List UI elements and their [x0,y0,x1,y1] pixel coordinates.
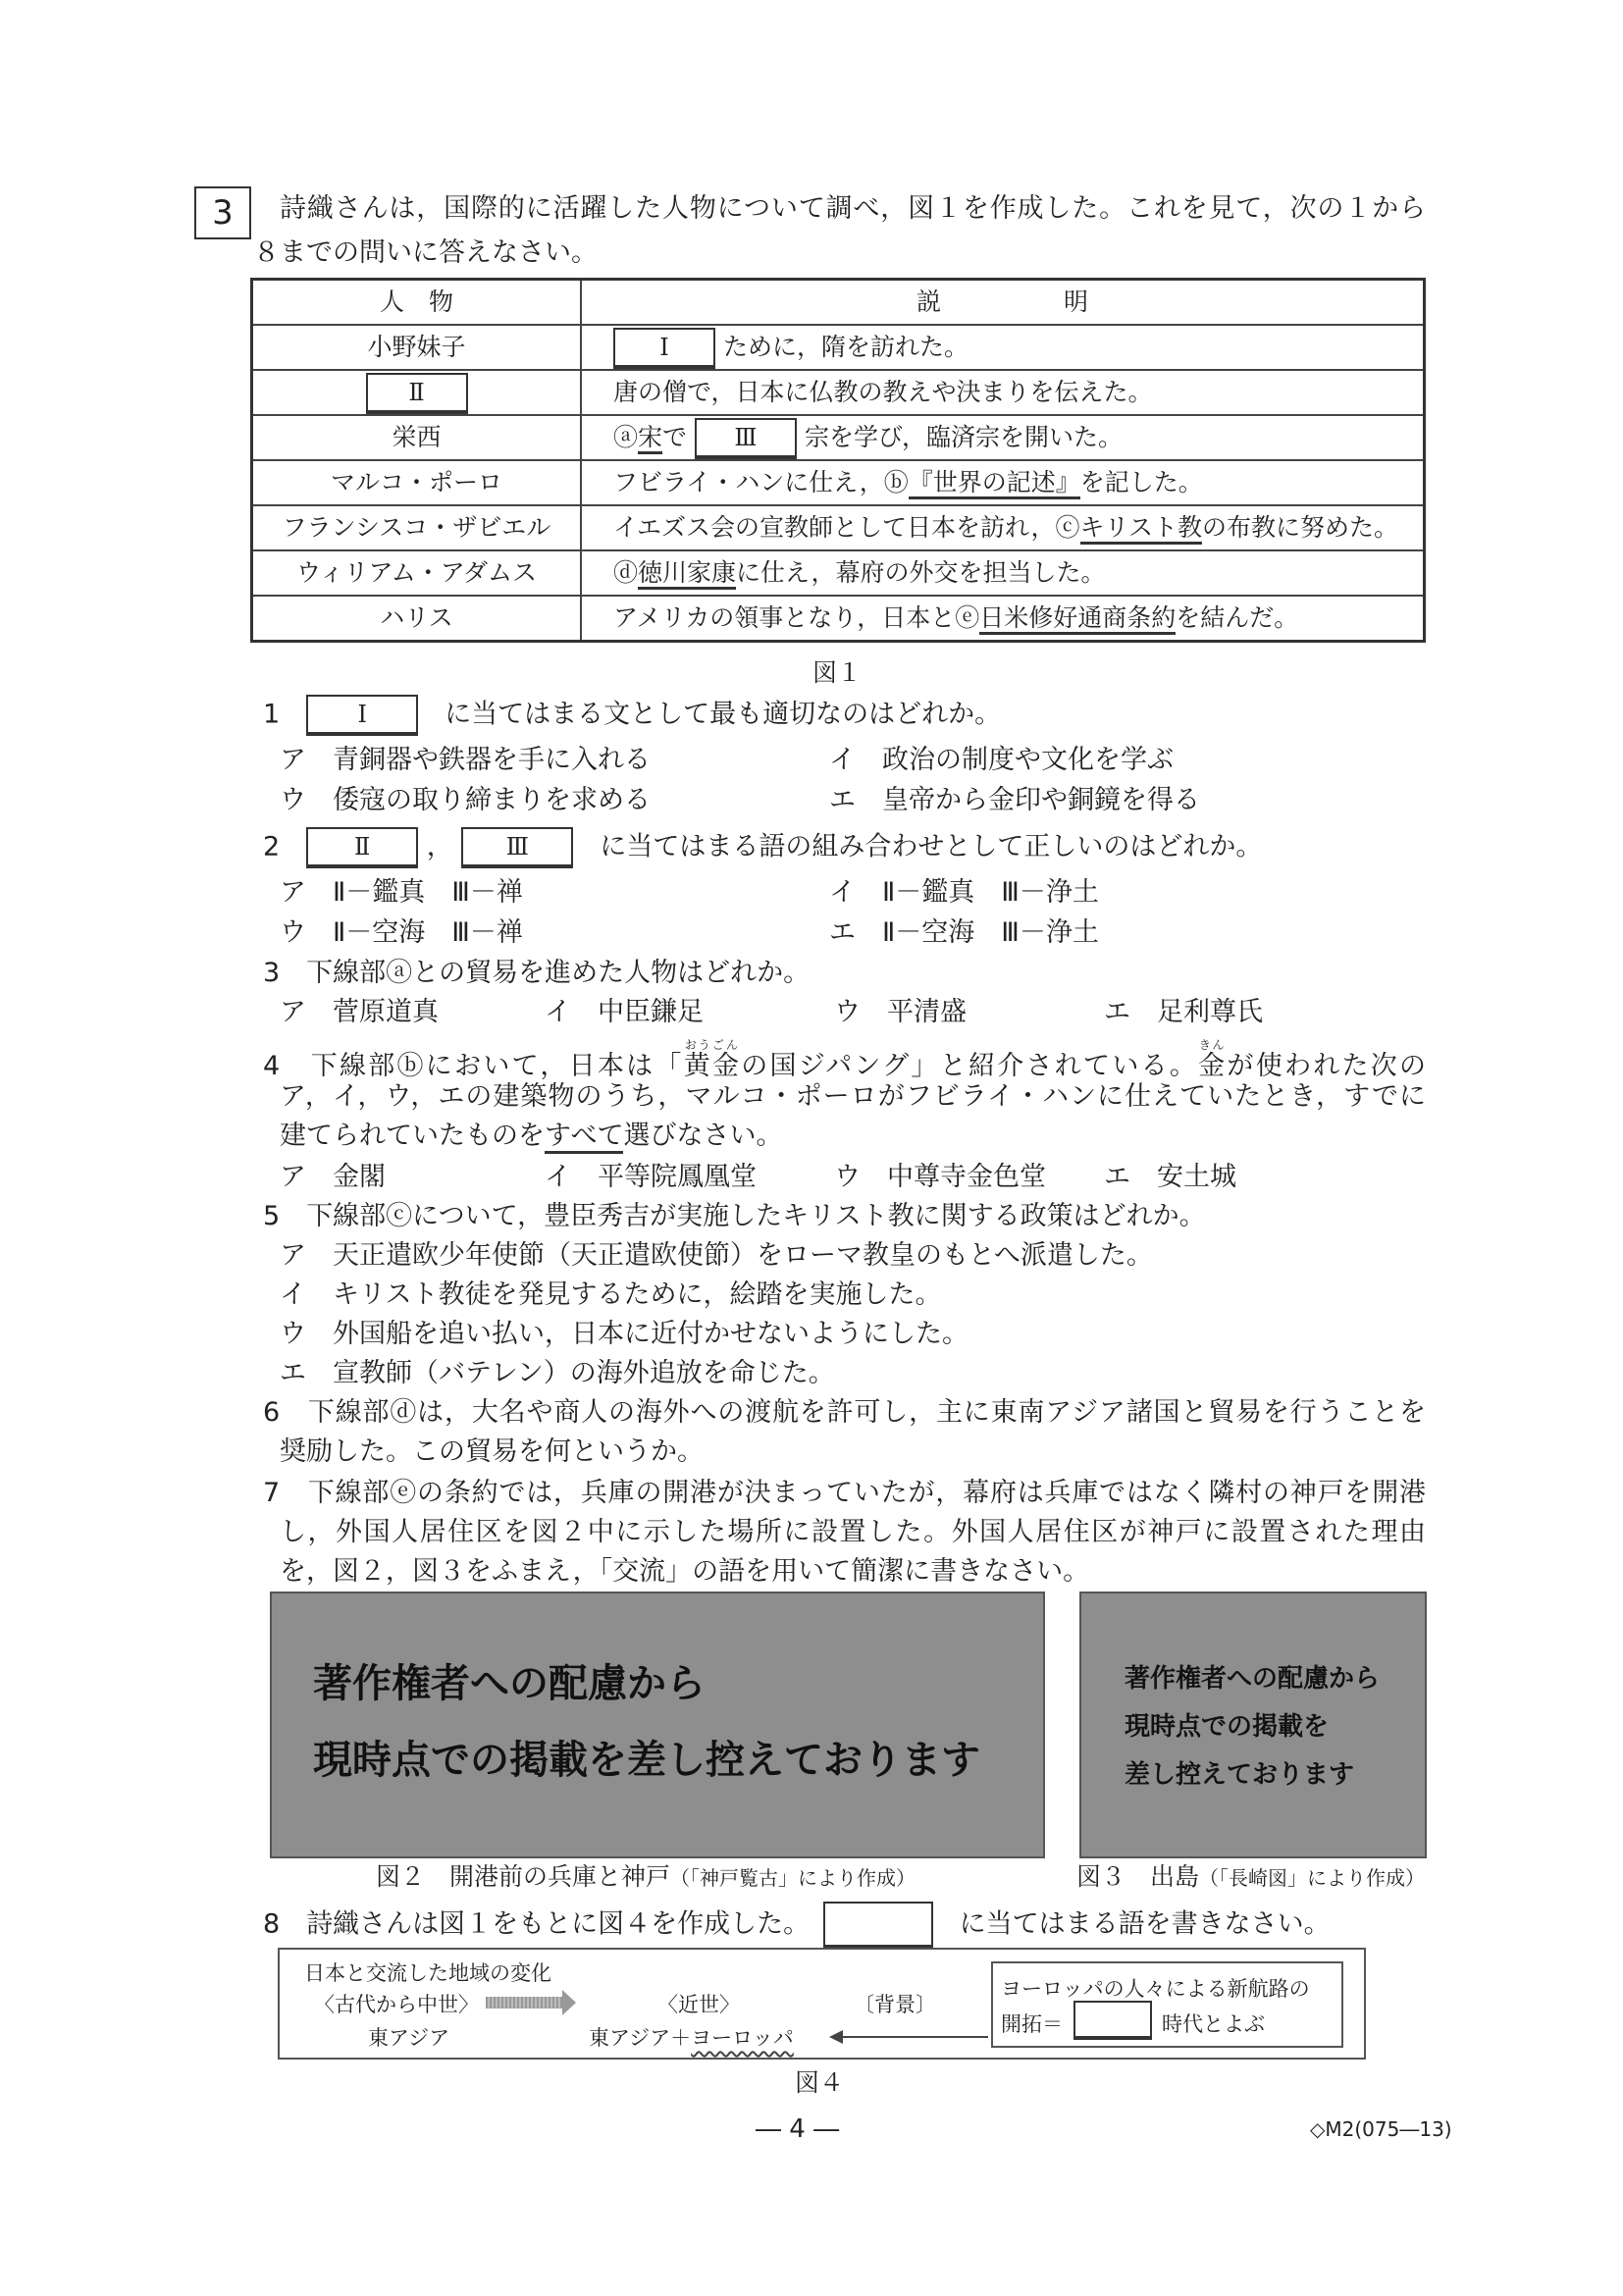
option [1104,993,1263,1032]
element [581,596,1425,642]
text: 下線部ⓔの条約では，兵庫の開港が決まっていたが，幕府は兵庫ではなく隣村の神戸を開港 [307,1478,1427,1508]
text: ア [280,1240,306,1271]
answer-blank-box [823,1902,933,1949]
element [829,2030,843,2044]
text: 平等院鳳凰堂 [598,1162,757,1192]
question-6-line-2: 奨励した。この貿易を何というか。 [280,1436,704,1467]
option [280,1315,969,1354]
text: 金閣 [333,1162,386,1192]
text: 平清盛 [887,997,967,1027]
text: 安土城 [1157,1162,1236,1192]
description: を記した。 [1079,468,1203,496]
question-6-line-1 [263,1393,1426,1433]
option [829,873,1099,913]
option [829,913,1099,953]
text: 下線部ⓒについて，豊臣秀吉が実施したキリスト教に関する政策はどれか。 [306,1201,1206,1231]
text: 図２ 開港前の兵庫と神戸 [376,1862,671,1891]
text: イ [545,997,571,1027]
background-label: 〔背景〕 [854,1993,936,2016]
question-4-line-3 [280,1117,782,1156]
problem-number: 3 [194,186,251,239]
mark: ⓐ [613,423,639,451]
figure4-diagram [278,1948,1366,2060]
text: キリスト教徒を発見するために，絵踏を実施した。 [333,1279,942,1310]
description: で [662,423,688,451]
text: 2 [263,831,281,862]
arrow-left-icon [841,2036,988,2038]
question-8 [263,1902,1331,1941]
description: に仕え，幕府の外交を担当した。 [736,558,1106,587]
table-row [252,505,1425,550]
figure2-placeholder [270,1592,1045,1858]
element [252,370,582,415]
text: 開拓＝ [1001,2012,1063,2036]
mark: ⓑ [883,468,909,496]
text: （「神戸覧古」により作成） [670,1866,916,1890]
option [280,913,523,953]
option [834,993,967,1032]
text: イ [829,877,856,908]
text: ウ [834,1162,861,1192]
text: ヨーロッパ [691,2026,794,2050]
blank-box-3: Ⅲ [695,418,797,459]
option [545,993,704,1032]
region-1: 東アジア [368,2026,450,2050]
text: 下線部ⓐとの貿易を進めた人物はどれか。 [306,958,811,988]
region-2 [589,2022,794,2052]
description: の布教に努めた。 [1202,513,1399,542]
option [1104,1158,1236,1197]
period-ancient-medieval: 〈古代から中世〉 [314,1993,479,2016]
figure2-caption [376,1857,916,1893]
header-person: 人 物 [252,280,582,326]
figure1-caption: 図１ [812,658,863,687]
text: 3 [263,958,281,988]
option [280,993,439,1032]
person: ハリス [252,596,582,642]
intro-line-1: 詩織さんは，国際的に活躍した人物について調べ，図１を作成した。これを見て，次の１から [280,193,1426,224]
text: エ [280,1358,306,1388]
option [545,1158,757,1197]
underlined-term: 日米修好通商条約 [979,603,1176,635]
blank-box-2: Ⅱ [366,373,468,414]
text: 著作権者への配慮から [1125,1664,1381,1694]
element [581,325,1425,370]
text: ウ [834,997,861,1027]
text: 8 [263,1908,281,1940]
option [280,1236,1153,1276]
text: Ⅱ－空海 Ⅲ－浄土 [882,917,1099,948]
element [252,280,1425,326]
text: Ⅱ－空海 Ⅲ－禅 [333,917,523,948]
text: 青銅器や鉄器を手に入れる [333,745,651,775]
blank-box-1: Ⅰ [613,328,715,369]
description: フビライ・ハンに仕え， [613,468,884,496]
text: 中尊寺金色堂 [887,1162,1046,1192]
text: 建てられていたものを [280,1121,545,1151]
option [280,1158,386,1197]
text: ウ [280,1319,306,1349]
text: イ [829,745,856,775]
figure1-table [250,278,1426,643]
text: エ [829,917,856,948]
intro-line-2: ８までの問いに答えなさい。 [253,237,598,268]
table-row [252,415,1425,460]
text: 倭寇の取り締まりを求める [333,785,651,815]
text: の国ジパング」と紹介されている。 [741,1051,1199,1081]
text: 時代とよぶ [1162,2012,1265,2036]
question-1 [263,695,1001,734]
text: ア [280,1162,306,1192]
text: 5 [263,1201,281,1231]
answer-blank-box [1073,2001,1152,2040]
text: Ⅱ－鑑真 Ⅲ－浄土 [882,877,1099,908]
text: 東アジア＋ [589,2026,692,2050]
blank-box-3: Ⅲ [461,827,573,868]
description: を結んだ。 [1176,603,1299,632]
text: イ [280,1279,306,1310]
question-4-line-1 [263,1038,1427,1081]
table-row [252,550,1425,596]
question-7-line-3: を，図２，図３をふまえ，「交流」の語を用いて簡潔に書きなさい。 [280,1556,1090,1587]
text: 差し控えております [1125,1760,1355,1790]
text: 下線部ⓑにおいて，日本は「 [310,1051,684,1081]
question-7-line-1 [263,1474,1426,1513]
question-2 [263,827,1262,866]
option [834,1158,1046,1197]
text: 著作権者への配慮から [313,1660,706,1706]
person: フランシスコ・ザビエル [252,505,582,550]
option [280,1276,941,1315]
background-box [991,1961,1343,2048]
table-row [252,460,1425,505]
question-7-line-2: し，外国人居住区を図２中に示した場所に設置した。外国人居住区が神戸に設置された理由 [280,1517,1426,1547]
underlined-term: 宋 [638,423,662,454]
text: 政治の制度や文化を学ぶ [882,745,1174,775]
text: エ [829,785,856,815]
question-3 [263,954,810,993]
text: 現時点での掲載を差し控えております [313,1737,980,1783]
text: 7 [263,1478,281,1508]
table-row [252,596,1425,642]
description: ために，隋を訪れた。 [722,333,969,361]
thick-arrow-icon [486,1997,562,2009]
mark: ⓓ [613,558,639,587]
mark: ⓒ [1055,513,1080,542]
underlined-term: 徳川家康 [638,558,736,590]
option [829,741,1174,780]
description: イエズス会の宣教師として日本を訪れ， [613,513,1056,542]
option [280,1354,835,1393]
underlined-term: 『世界の記述』 [909,468,1080,499]
text: おうごん [683,1038,739,1052]
person: マルコ・ポーロ [252,460,582,505]
option [280,741,651,780]
period-early-modern: 〈近世〉 [657,1993,740,2016]
text: 選びなさい。 [623,1121,783,1151]
text: きん [1198,1038,1226,1052]
text: ， [426,831,453,862]
text: 外国船を追い払い，日本に近付かせないようにした。 [333,1319,969,1349]
question-5 [263,1197,1206,1236]
question-4-line-2: ア，イ，ウ，エの建築物のうち，マルコ・ポーロがフビライ・ハンに仕えていたとき，すでに [280,1081,1426,1112]
text: 下線部ⓓは，大名や商人の海外への渡航を許可し，主に東南アジア諸国と貿易を行うことを [307,1397,1427,1428]
text: 図３ 出島 [1076,1862,1200,1891]
text: ア [280,745,306,775]
text: に当てはまる語を書きなさい。 [959,1908,1331,1940]
header-description: 説 明 [581,280,1425,326]
table-row [252,370,1425,415]
text: Ⅱ－鑑真 Ⅲ－禅 [333,877,523,908]
text: 中臣鎌足 [598,997,704,1027]
element [581,460,1425,505]
text: 足利尊氏 [1157,997,1263,1027]
element [252,280,1425,642]
option [280,781,651,820]
text: ア [280,997,306,1027]
description: 唐の僧で，日本に仏教の教えや決まりを伝えた。 [581,370,1425,415]
text: 天正遣欧少年使節（天正遣欧使節）をローマ教皇のもとへ派遣した。 [333,1240,1153,1271]
text: 詩織さんは図１をもとに図４を作成した。 [306,1908,797,1940]
text: 皇帝から金印や銅鏡を得る [882,785,1200,815]
figure4-caption: 図４ [795,2068,845,2097]
exam-code: ◇M2(075―13) [1310,2117,1452,2141]
element [581,415,1425,460]
text: 1 [263,699,281,730]
text: （「長崎図」により作成） [1199,1866,1426,1890]
blank-box-1: Ⅰ [306,695,418,736]
text: に当てはまる文として最も適切なのはどれか。 [445,699,1002,730]
table-row [252,325,1425,370]
text: 6 [263,1397,281,1428]
text: ウ [280,917,306,948]
text: 宣教師（バテレン）の海外追放を命じた。 [333,1358,835,1388]
text: すべて [545,1121,623,1154]
description: 宗を学び，臨済宗を開いた。 [804,423,1123,451]
person: ウィリアム・アダムス [252,550,582,596]
text: が使われた次の [1227,1051,1427,1081]
element [581,505,1425,550]
text: 菅原道真 [333,997,439,1027]
text: ア [280,877,306,908]
element [581,550,1425,596]
mark: ⓔ [955,603,980,632]
text: エ [1104,1162,1130,1192]
figure3-caption [1076,1857,1425,1893]
text: 金 [1198,1051,1228,1081]
option [280,873,523,913]
description: アメリカの領事となり，日本と [613,603,956,632]
underlined-term: キリスト教 [1080,513,1203,545]
text: エ [1104,997,1130,1027]
text: イ [545,1162,571,1192]
text: ウ [280,785,306,815]
text: 現時点での掲載を [1125,1712,1330,1742]
option [829,781,1200,820]
figure4-title: 日本と交流した地域の変化 [304,1961,551,1985]
page-number: ― 4 ― [756,2114,840,2144]
text: 4 [263,1051,281,1081]
figure3-placeholder [1079,1592,1427,1858]
person: 小野妹子 [252,325,582,370]
person: 栄西 [252,415,582,460]
text: に当てはまる語の組み合わせとして正しいのはどれか。 [600,831,1263,862]
text: 黄金 [683,1051,742,1081]
text: ヨーロッパの人々による新航路の [1001,1977,1310,2001]
blank-box-2: Ⅱ [306,827,418,868]
